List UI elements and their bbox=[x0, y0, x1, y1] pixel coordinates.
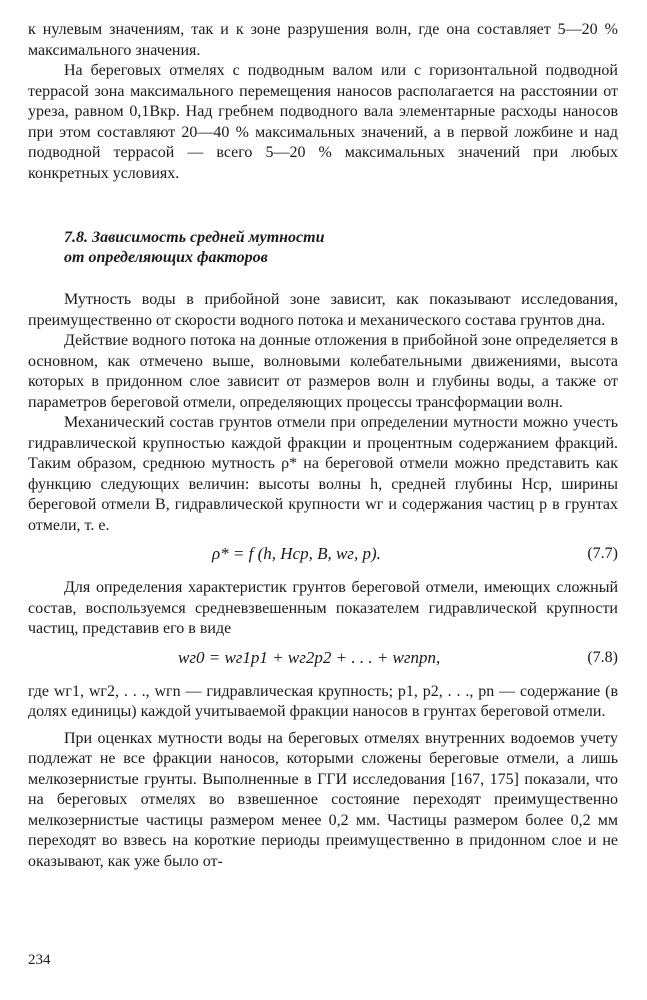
equation-7-8 bbox=[28, 648, 618, 672]
section-heading-line-1: 7.8. Зависимость средней мутности bbox=[64, 229, 325, 246]
equation-7-7 bbox=[28, 544, 618, 568]
paragraph-water-flow: Действие водного потока на донные отложения в прибойной зоне определяется в основном, как отмечено выше, волновыми колебательными движениями, высота которых в придонном слое зависит от размеров волн и глубины воды, а также от параметров береговой отмели, определяющих процессы трансформации волн. bbox=[28, 332, 618, 411]
equation-7-7-number: (7.7) bbox=[587, 545, 618, 562]
equation-7-8-expression: wг0 = wг1p1 + wг2p2 + . . . + wгnpn, bbox=[178, 647, 441, 667]
equation-7-7-expression: ρ* = f (h, Hср, B, wг, p). bbox=[212, 544, 381, 563]
paragraph-equation-legend: где wг1, wг2, . . ., wгn — гидравлическая крупность; p1, p2, . . ., pn — содержание (в долях единицы) каждой учитываемой фракции наносов в грунтах береговой отмели. bbox=[28, 682, 618, 720]
page-body bbox=[28, 20, 618, 872]
paragraph-soil-composition: Механический состав грунтов отмели при определении мутности можно учесть гидравлической крупностью каждой фракции и процентным содержанием фракций. Таким образом, среднюю мутность ρ* на береговой отмели можно представить как функцию следующих величин: высоты волны h, средней глубины Hср, ширины береговой отмели B, гидравлической крупности wг и содержания частиц p в грунтах отмели, т. е. bbox=[28, 414, 618, 534]
paragraph-inland-waters: При оценках мутности воды на береговых отмелях внутренних водоемов учету подлежат не все фракции наносов, которыми сложены береговые отмели, а лишь мелкозернистые грунты. Выполненные в ГГИ исследования [167, 175] показали, что на береговых отмелях во взвешенное состояние переходят преимущественно мелкозернистые частицы размером менее 0,2 мм. Частицы размером более 0,2 мм переходят во взвесь на короткие периоды преимущественно в придонном слое и не оказывают, как уже было от- bbox=[28, 729, 618, 870]
page-number: 234 bbox=[28, 952, 51, 968]
section-heading bbox=[28, 228, 618, 268]
paragraph-continuation: к нулевым значениям, так и к зоне разрушения волн, где она составляет 5—20 % максимального значения. bbox=[28, 21, 618, 59]
paragraph-turbidity-intro: Мутность воды в прибойной зоне зависит, как показывают исследования, преимущественно от скорости водного потока и механического состава грунтов дна. bbox=[28, 291, 618, 329]
paragraph-soil-characteristics: Для определения характеристик грунтов береговой отмели, имеющих сложный состав, воспользуемся средневзвешенным показателем гидравлической крупности частиц, представив его в виде bbox=[28, 579, 618, 637]
paragraph-sediment-zones: На береговых отмелях с подводным валом или с горизонтальной подводной террасой зона максимального перемещения наносов располагается на расстоянии от уреза, равном 0,1Bкр. Над гребнем подводного вала элементарные расходы наносов при этом составляют 20—40 % максимальных значений, а в первой ложбине и над подводной террасой — всего 5—20 % максимальных значений при любых конкретных условиях. bbox=[28, 62, 618, 182]
section-heading-line-2: от определяющих факторов bbox=[64, 249, 268, 266]
equation-7-8-number: (7.8) bbox=[587, 648, 618, 666]
